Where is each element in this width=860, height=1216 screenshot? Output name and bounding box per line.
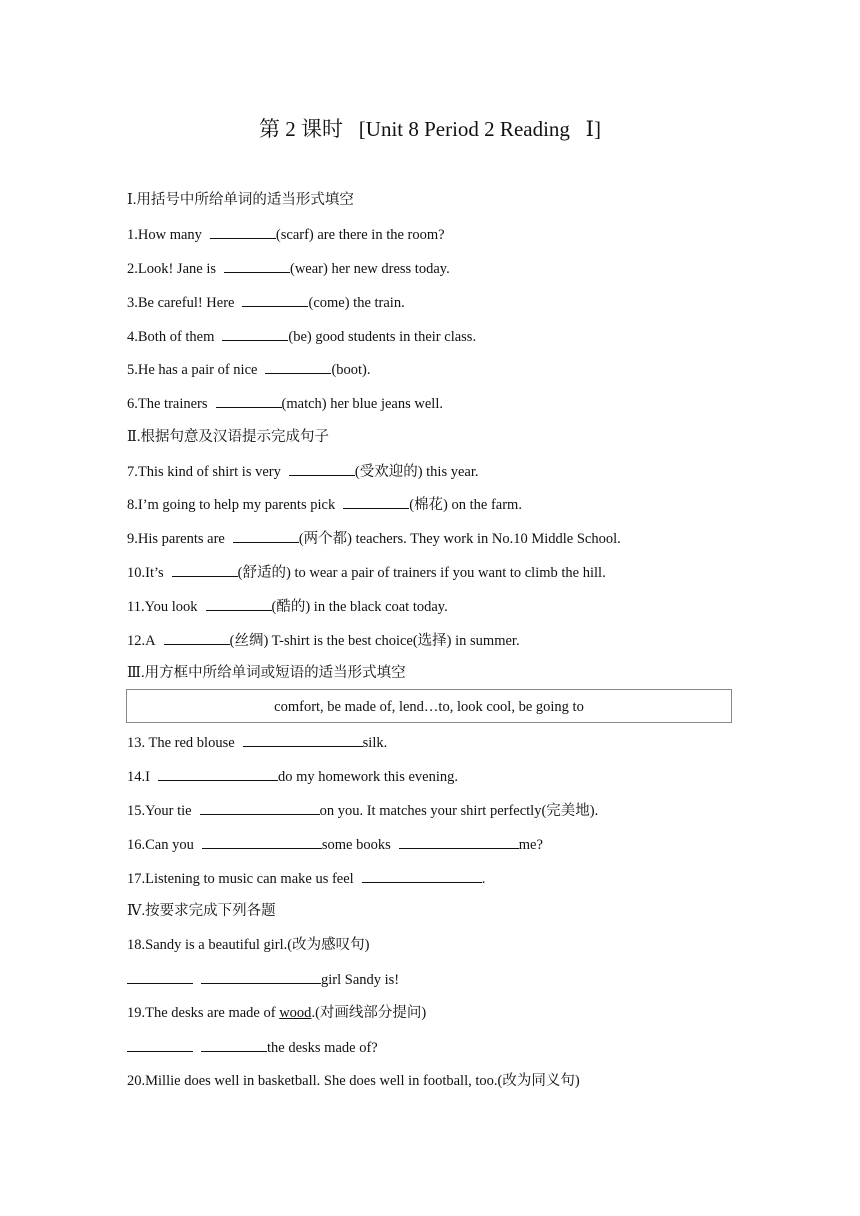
question-text: (boot).: [331, 362, 371, 378]
question-text: .(对画线部分提问): [311, 1005, 427, 1021]
question-text: 11.You look: [127, 599, 198, 615]
question-text: 17.Listening to music can make us feel: [127, 871, 354, 887]
question-15: [127, 800, 598, 821]
question-5: [127, 359, 371, 380]
answer-blank[interactable]: [200, 800, 320, 815]
question-text: 5.He has a pair of nice: [127, 362, 258, 378]
answer-blank[interactable]: [172, 562, 238, 577]
answer-blank[interactable]: [399, 834, 519, 849]
question-16: [127, 834, 543, 855]
question-text: 2.Look! Jane is: [127, 261, 216, 277]
question-text: on you. It matches your shirt perfectly(完美地).: [319, 803, 599, 819]
question-text: (棉花) on the farm.: [409, 497, 522, 513]
question-19-answer: [127, 1037, 378, 1058]
question-text: .: [481, 871, 486, 887]
question-18-answer: [127, 969, 399, 990]
question-9: [127, 528, 621, 549]
answer-blank[interactable]: [289, 461, 355, 476]
question-text: (scarf) are there in the room?: [275, 227, 445, 243]
section-3-heading: Ⅲ.用方框中所给单词或短语的适当形式填空: [127, 665, 406, 681]
question-text: (舒适的) to wear a pair of trainers if you want to climb the hill.: [237, 565, 606, 581]
underlined-word: wood: [279, 1005, 312, 1021]
question-text: 8.I’m going to help my parents pick: [127, 497, 336, 513]
question-text: (wear) her new dress today.: [290, 261, 450, 277]
section-4-heading: Ⅳ.按要求完成下列各题: [127, 903, 276, 919]
question-text: 16.Can you: [127, 837, 194, 853]
answer-blank[interactable]: [201, 1037, 267, 1052]
question-7: [127, 461, 479, 482]
section-2-heading: Ⅱ.根据句意及汉语提示完成句子: [127, 429, 329, 445]
question-text: 4.Both of them: [127, 329, 215, 345]
question-20: 20.Millie does well in basketball. She does well in football, too.(改为同义句): [127, 1073, 580, 1089]
question-text: 3.Be careful! Here: [127, 295, 235, 311]
answer-blank[interactable]: [265, 359, 331, 374]
answer-blank[interactable]: [202, 834, 322, 849]
answer-blank[interactable]: [206, 596, 272, 611]
question-12: [127, 630, 520, 651]
question-text: 14.I: [127, 769, 150, 785]
question-text: 6.The trainers: [127, 396, 208, 412]
answer-blank[interactable]: [158, 766, 278, 781]
question-text: (丝绸) T-shirt is the best choice(选择) in summer.: [229, 633, 520, 649]
question-text: me?: [518, 837, 543, 853]
word-bank-box: comfort, be made of, lend…to, look cool, be going to: [126, 689, 732, 723]
question-text: 12.A: [127, 633, 156, 649]
question-text: (come) the train.: [308, 295, 405, 311]
question-17: [127, 868, 485, 889]
answer-blank[interactable]: [127, 1037, 193, 1052]
answer-blank[interactable]: [224, 258, 290, 273]
question-6: [127, 393, 443, 414]
question-text: do my homework this evening.: [277, 769, 458, 785]
page-title: 第 2 课时 [Unit 8 Period 2 Reading Ⅰ]: [259, 117, 601, 141]
question-text: 10.It’s: [127, 565, 164, 581]
question-1: [127, 224, 445, 245]
answer-blank[interactable]: [222, 326, 288, 341]
question-text: 15.Your tie: [127, 803, 192, 819]
answer-blank[interactable]: [242, 292, 308, 307]
question-text: (be) good students in their class.: [288, 329, 477, 345]
answer-blank[interactable]: [164, 630, 230, 645]
question-text: 13. The red blouse: [127, 735, 235, 751]
question-4: [127, 326, 476, 347]
question-13: [127, 732, 387, 753]
question-11: [127, 596, 448, 617]
answer-blank[interactable]: [127, 969, 193, 984]
question-19: [127, 1003, 426, 1023]
question-3: [127, 292, 405, 313]
question-8: [127, 494, 522, 515]
question-2: [127, 258, 450, 279]
question-text: girl Sandy is!: [321, 972, 400, 988]
answer-blank[interactable]: [343, 494, 409, 509]
answer-blank[interactable]: [243, 732, 363, 747]
answer-blank[interactable]: [210, 224, 276, 239]
answer-blank[interactable]: [233, 528, 299, 543]
question-10: [127, 562, 606, 583]
question-text: (受欢迎的) this year.: [354, 464, 479, 480]
question-18: 18.Sandy is a beautiful girl.(改为感叹句): [127, 937, 370, 953]
question-text: the desks made of?: [267, 1040, 378, 1056]
answer-blank[interactable]: [216, 393, 282, 408]
question-text: (match) her blue jeans well.: [281, 396, 443, 412]
question-text: silk.: [362, 735, 388, 751]
question-text: 7.This kind of shirt is very: [127, 464, 281, 480]
question-text: 9.His parents are: [127, 531, 225, 547]
answer-blank[interactable]: [362, 868, 482, 883]
question-14: [127, 766, 458, 787]
question-text: 1.How many: [127, 227, 202, 243]
section-1-heading: Ⅰ.用括号中所给单词的适当形式填空: [127, 192, 354, 208]
question-text: (酷的) in the black coat today.: [271, 599, 448, 615]
question-text: some books: [321, 837, 391, 853]
answer-blank[interactable]: [201, 969, 321, 984]
question-text: (两个都) teachers. They work in No.10 Middle School.: [298, 531, 621, 547]
question-text: 19.The desks are made of: [127, 1005, 280, 1021]
